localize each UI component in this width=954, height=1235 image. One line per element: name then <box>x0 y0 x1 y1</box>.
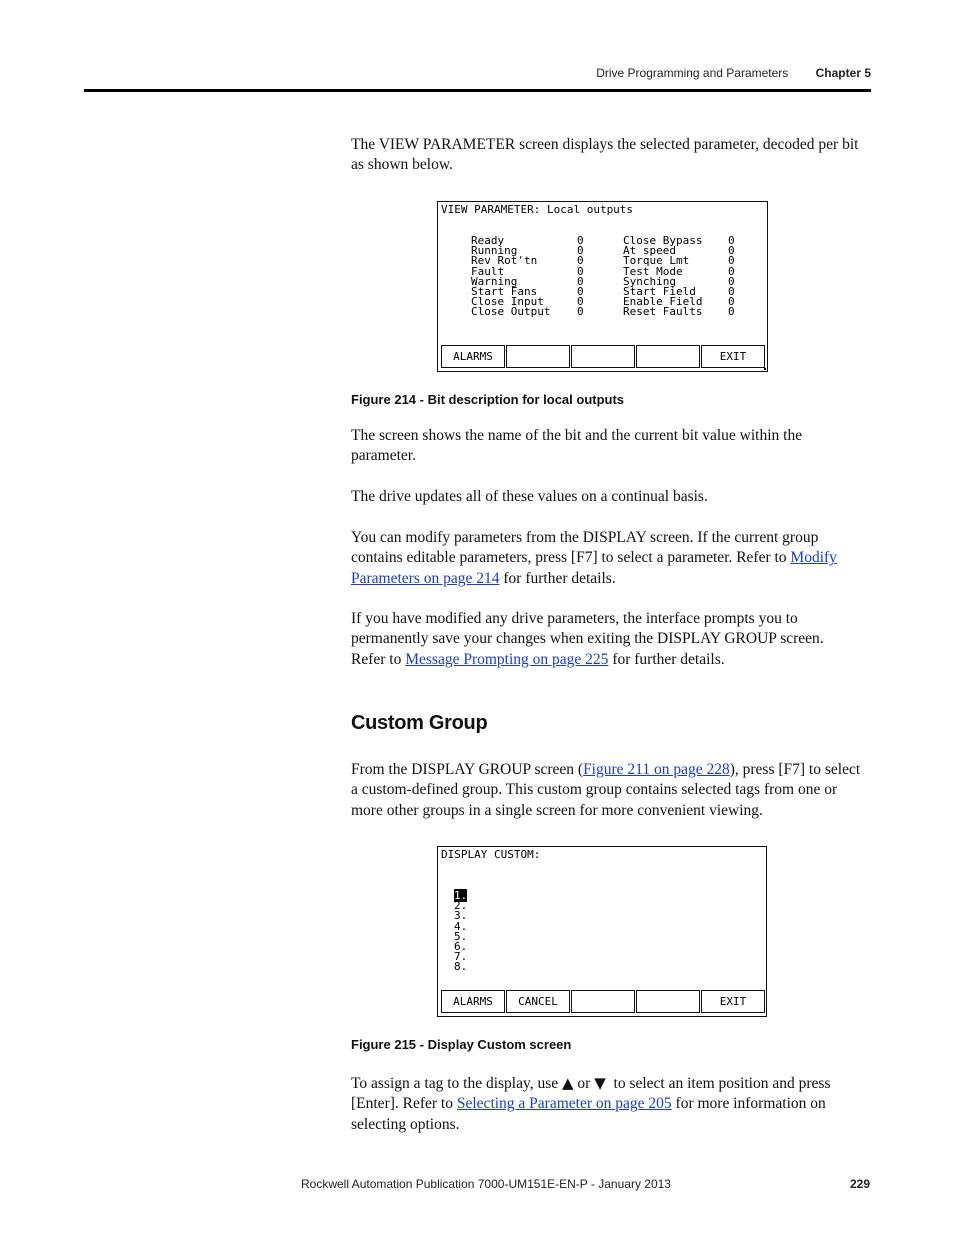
bit-value: 0 <box>728 254 735 268</box>
bit-value: 0 <box>728 274 735 288</box>
footer-publication: Rockwell Automation Publication 7000-UM151E-EN-P - January 2013 <box>301 1177 671 1191</box>
list-item[interactable]: 8. <box>454 960 468 974</box>
list-item[interactable]: 6. <box>454 939 468 953</box>
list-item[interactable]: 7. <box>454 950 468 964</box>
link-modify-parameters[interactable]: Modify Parameters on page 214 <box>351 549 837 587</box>
fkey-2[interactable] <box>506 345 570 368</box>
bit-name: Test Mode <box>623 264 683 278</box>
screen-title: DISPLAY CUSTOM: <box>441 848 541 861</box>
bit-value: 0 <box>728 285 735 298</box>
bit-value: 0 <box>728 244 735 258</box>
fkey-3[interactable] <box>571 345 635 368</box>
header-rule <box>84 89 871 92</box>
bit-name: Close Bypass <box>623 234 703 247</box>
bit-name: Close Input <box>471 295 544 309</box>
bit-value: 0 <box>577 305 584 319</box>
bit-value: 0 <box>728 264 735 278</box>
intro-paragraph: The VIEW PARAMETER screen displays the selected parameter, decoded per bit as shown below. <box>351 136 859 174</box>
down-arrow-icon: ▼ <box>594 1074 606 1092</box>
fkey-alarms[interactable]: ALARMS <box>441 990 505 1013</box>
bit-name: Close Output <box>471 305 551 319</box>
bit-name: Running <box>471 244 518 258</box>
bit-value: 0 <box>728 305 735 319</box>
paragraph-bit-name: The screen shows the name of the bit and the current bit value within the parameter. <box>351 427 803 465</box>
bit-name: Torque Lmt <box>623 254 690 268</box>
bit-value: 0 <box>577 285 584 298</box>
bit-name: Warning <box>471 274 518 288</box>
page-number: 229 <box>849 1177 870 1191</box>
header-section-title: Drive Programming and Parameters <box>596 66 789 80</box>
link-selecting-parameter[interactable]: Selecting a Parameter on page 205 <box>456 1095 672 1113</box>
paragraph-assign-tag <box>351 1073 861 1135</box>
list-item[interactable]: 4. <box>454 919 468 933</box>
bit-name: Ready <box>471 234 505 247</box>
list-item[interactable]: 3. <box>454 909 468 923</box>
paragraph-save-prompt <box>351 609 861 670</box>
header-chapter: Chapter 5 <box>815 66 871 80</box>
cursor-item-1[interactable]: 1. <box>454 889 468 902</box>
bit-value: 0 <box>728 234 735 247</box>
list-item[interactable]: 2. <box>454 899 468 913</box>
bit-name: Start Field <box>623 285 696 298</box>
fkey-exit[interactable]: EXIT <box>701 990 765 1013</box>
para5-text-b: for further details. <box>608 650 725 668</box>
up-arrow-icon: ▲ <box>562 1074 574 1092</box>
display-custom-screen <box>437 846 767 1017</box>
page-header <box>596 66 871 80</box>
paragraph-custom-group <box>351 760 861 821</box>
fkey-4[interactable] <box>636 990 700 1013</box>
fkey-exit[interactable]: EXIT <box>701 345 765 368</box>
custom-item-list <box>454 891 467 973</box>
para4-text-b: for further details. <box>499 569 616 587</box>
fkey-alarms[interactable]: ALARMS <box>441 345 505 368</box>
bit-value: 0 <box>577 295 584 309</box>
para6-text-a: From the DISPLAY GROUP screen ( <box>351 761 584 778</box>
link-figure-211[interactable]: Figure 211 on page 228 <box>583 761 730 778</box>
bit-value: 0 <box>577 234 584 247</box>
fkey-3[interactable] <box>571 990 635 1013</box>
para7-text-a: To assign a tag to the display, use <box>351 1075 562 1092</box>
para5-text-a: If you have modified any drive parameters, the interface prompts you to permanently save your changes when exiting the DISPLAY GROUP screen. Refer to <box>351 610 824 668</box>
list-item[interactable]: 5. <box>454 929 468 943</box>
function-key-bar <box>441 990 766 1013</box>
para7-text-b: to select an item position and press [Enter]. Refer to <box>351 1075 835 1113</box>
bit-name: Synching <box>623 274 676 288</box>
bit-name: Start Fans <box>471 285 538 298</box>
bit-name: Enable Field <box>623 295 703 309</box>
figure-214-caption: Figure 214 - Bit description for local outputs <box>351 392 625 407</box>
fkey-4[interactable] <box>636 345 700 368</box>
bit-value: 0 <box>728 295 735 309</box>
para6-text-b: ), press [F7] to select a custom-defined group. This custom group contains selected tags from one or more other groups in a single screen for more convenient viewing. <box>351 761 861 819</box>
paragraph-modify <box>351 528 861 589</box>
corner-dot <box>764 368 766 370</box>
function-key-bar <box>441 345 766 368</box>
bit-value: 0 <box>577 254 584 268</box>
screen-title: VIEW PARAMETER: Local outputs <box>441 203 634 216</box>
section-heading: Custom Group <box>351 712 488 734</box>
link-message-prompting[interactable]: Message Prompting on page 225 <box>405 650 609 668</box>
view-parameter-screen <box>437 201 768 372</box>
figure-215-caption: Figure 215 - Display Custom screen <box>351 1037 572 1052</box>
para7-or: or <box>573 1075 595 1092</box>
para4-text-a: You can modify parameters from the DISPLAY screen. If the current group contains editable parameters, press [F7] to select a parameter. Refer to <box>351 529 819 567</box>
bit-name: Rev Rot'tn <box>471 254 538 268</box>
bit-value: 0 <box>577 264 584 278</box>
paragraph-updates: The drive updates all of these values on a continual basis. <box>351 488 708 505</box>
bit-value: 0 <box>577 274 584 288</box>
bit-name: Reset Faults <box>623 305 703 319</box>
bit-name: At speed <box>623 244 676 258</box>
bit-value: 0 <box>577 244 584 258</box>
para7-text-c: for more information on selecting options. <box>351 1095 826 1133</box>
bit-name: Fault <box>471 264 505 278</box>
fkey-cancel[interactable]: CANCEL <box>506 990 570 1013</box>
